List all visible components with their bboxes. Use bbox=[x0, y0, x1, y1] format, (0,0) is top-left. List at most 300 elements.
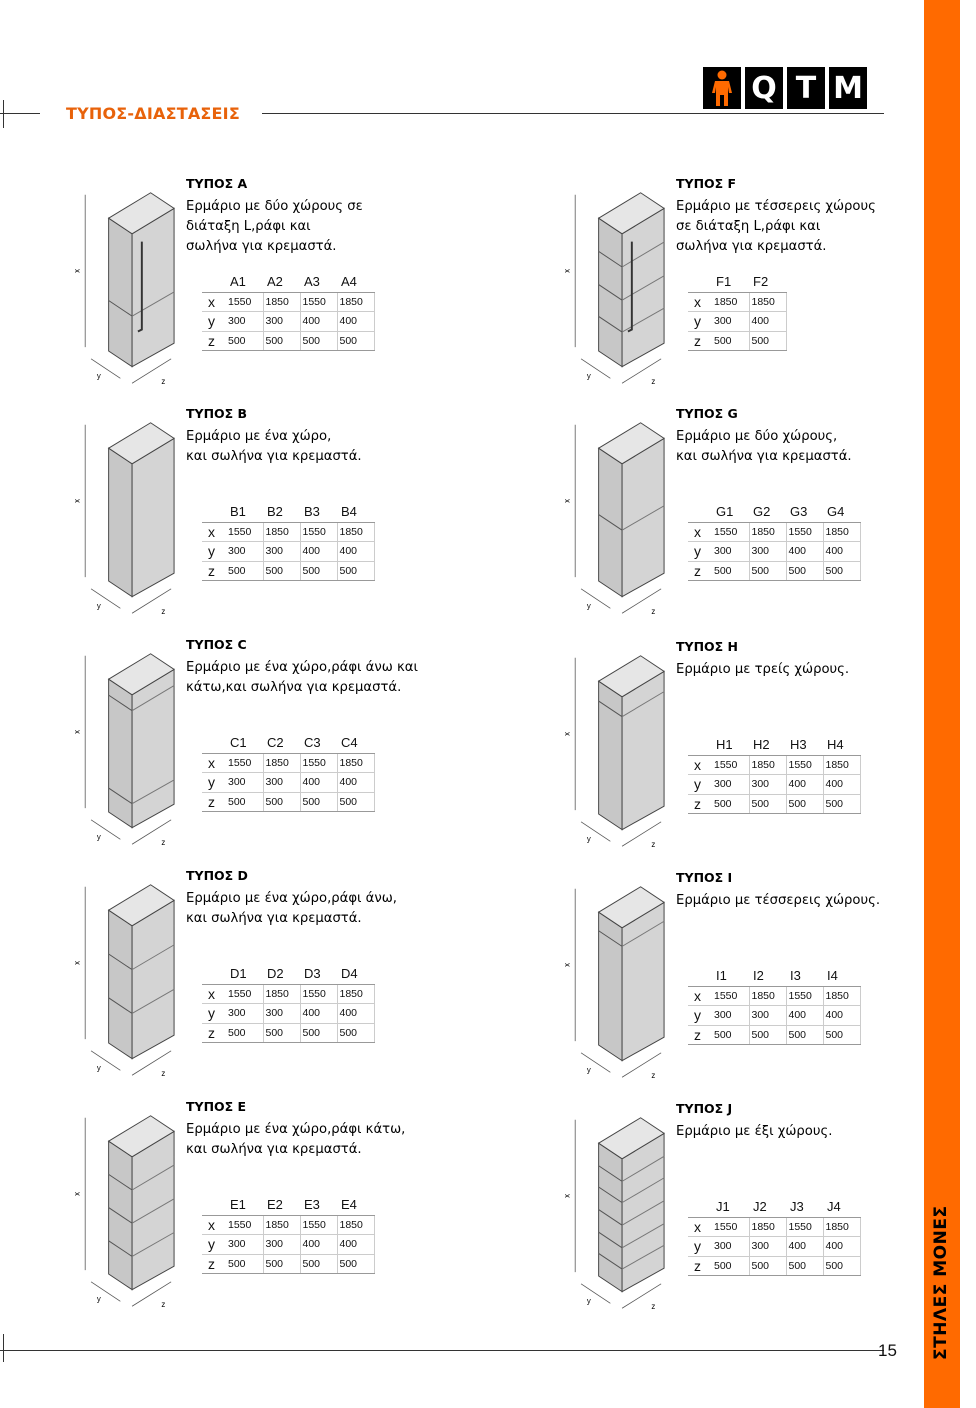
model-header: C4 bbox=[337, 733, 374, 753]
axis-label-z: z bbox=[161, 1069, 166, 1079]
dimension-value: 300 bbox=[749, 1237, 786, 1257]
dimension-value: 500 bbox=[712, 561, 749, 581]
type-title: ΤΥΠΟΣ G bbox=[676, 406, 738, 421]
row-label-z: z bbox=[688, 794, 712, 814]
dimension-value: 1550 bbox=[226, 1215, 263, 1235]
cabinet-drawing bbox=[562, 646, 680, 856]
model-header: A2 bbox=[263, 272, 300, 292]
axis-label-x: x bbox=[72, 960, 82, 965]
type-block bbox=[72, 868, 480, 1095]
type-description: Ερμάριο με τρείς χώρους. bbox=[676, 662, 850, 677]
dimension-value: 500 bbox=[786, 561, 823, 581]
table-row bbox=[202, 542, 374, 562]
dimension-value: 500 bbox=[263, 331, 300, 351]
model-header: C3 bbox=[300, 733, 337, 753]
dimension-value: 300 bbox=[226, 1004, 263, 1024]
crop-mark-bottom bbox=[3, 1334, 4, 1362]
table-row bbox=[688, 292, 786, 312]
dimension-value: 500 bbox=[337, 331, 374, 351]
model-header: I2 bbox=[749, 966, 786, 986]
cabinet-drawing bbox=[72, 875, 190, 1085]
dimension-value: 1550 bbox=[712, 522, 749, 542]
dimension-value: 500 bbox=[226, 331, 263, 351]
dimension-value: 1850 bbox=[712, 292, 749, 312]
row-label-x: x bbox=[202, 292, 226, 312]
page-number: 15 bbox=[878, 1341, 897, 1360]
axis-label-z: z bbox=[161, 377, 166, 387]
row-label-x: x bbox=[202, 1215, 226, 1235]
dimension-value: 1550 bbox=[712, 986, 749, 1006]
type-description: Ερμάριο με δύο χώρους σε διάταξη L,ράφι και σωλήνα για κρεμαστά. bbox=[186, 199, 363, 254]
dimension-value: 500 bbox=[300, 792, 337, 812]
table-row bbox=[202, 1215, 374, 1235]
axis-label-z: z bbox=[651, 1302, 656, 1312]
table-corner bbox=[688, 502, 712, 522]
dimension-value: 1850 bbox=[337, 522, 374, 542]
type-title: ΤΥΠΟΣ F bbox=[676, 176, 737, 191]
table-row bbox=[688, 775, 860, 795]
dimension-value: 500 bbox=[712, 794, 749, 814]
dimension-value: 400 bbox=[337, 773, 374, 793]
model-header: A1 bbox=[226, 272, 263, 292]
row-label-x: x bbox=[688, 986, 712, 1006]
logo-letter-q: Q bbox=[745, 67, 783, 109]
dimensions-table bbox=[688, 1197, 861, 1276]
type-block bbox=[72, 176, 480, 403]
row-label-y: y bbox=[202, 1235, 226, 1255]
table-row bbox=[688, 794, 860, 814]
table-row bbox=[688, 1025, 860, 1045]
dimension-value: 500 bbox=[749, 794, 786, 814]
dimension-value: 1550 bbox=[786, 522, 823, 542]
model-header: A3 bbox=[300, 272, 337, 292]
axis-label-y: y bbox=[96, 1294, 101, 1304]
dimension-value: 400 bbox=[786, 1006, 823, 1026]
dimension-value: 500 bbox=[226, 1254, 263, 1274]
model-header: I4 bbox=[823, 966, 860, 986]
crop-mark-top bbox=[3, 100, 4, 128]
model-header: H1 bbox=[712, 735, 749, 755]
table-row bbox=[688, 561, 860, 581]
type-title: ΤΥΠΟΣ D bbox=[186, 868, 248, 883]
row-label-x: x bbox=[688, 755, 712, 775]
dimension-value: 300 bbox=[712, 542, 749, 562]
model-header: J2 bbox=[749, 1197, 786, 1217]
axis-label-x: x bbox=[562, 498, 572, 503]
row-label-z: z bbox=[688, 1256, 712, 1276]
type-block bbox=[562, 870, 970, 1097]
type-block bbox=[562, 639, 970, 866]
dimension-value: 400 bbox=[749, 312, 786, 332]
model-header: G1 bbox=[712, 502, 749, 522]
dimension-value: 1850 bbox=[337, 1215, 374, 1235]
table-corner bbox=[688, 735, 712, 755]
dimension-value: 1550 bbox=[300, 753, 337, 773]
type-block bbox=[562, 176, 970, 403]
dimension-value: 300 bbox=[712, 1237, 749, 1257]
dimension-value: 1850 bbox=[823, 522, 860, 542]
dimension-value: 300 bbox=[226, 773, 263, 793]
table-corner bbox=[202, 964, 226, 984]
axis-label-x: x bbox=[72, 268, 82, 273]
axis-label-y: y bbox=[96, 832, 101, 842]
dimension-value: 500 bbox=[337, 561, 374, 581]
dimension-value: 400 bbox=[300, 1004, 337, 1024]
axis-label-z: z bbox=[651, 377, 656, 387]
row-label-y: y bbox=[688, 775, 712, 795]
model-header: B2 bbox=[263, 502, 300, 522]
type-description: Ερμάριο με έξι χώρους. bbox=[676, 1124, 833, 1139]
model-header: D4 bbox=[337, 964, 374, 984]
type-block bbox=[562, 1101, 970, 1328]
table-row bbox=[202, 753, 374, 773]
axis-label-z: z bbox=[651, 607, 656, 617]
dimensions-table bbox=[202, 964, 375, 1043]
axis-label-y: y bbox=[586, 601, 591, 611]
model-header: E3 bbox=[300, 1195, 337, 1215]
dimension-value: 1850 bbox=[263, 984, 300, 1004]
dimension-value: 500 bbox=[263, 1023, 300, 1043]
row-label-y: y bbox=[202, 1004, 226, 1024]
cabinet-drawing bbox=[72, 413, 190, 623]
dimension-value: 400 bbox=[300, 773, 337, 793]
type-description: Ερμάριο με ένα χώρο,ράφι άνω και κάτω,και σωλήνα για κρεμαστά. bbox=[186, 660, 418, 695]
table-row bbox=[688, 986, 860, 1006]
model-header: I3 bbox=[786, 966, 823, 986]
dimension-value: 500 bbox=[300, 1254, 337, 1274]
axis-label-x: x bbox=[562, 962, 572, 967]
axis-label-z: z bbox=[161, 838, 166, 848]
model-header: G4 bbox=[823, 502, 860, 522]
table-row bbox=[202, 331, 374, 351]
axis-label-x: x bbox=[72, 498, 82, 503]
dimensions-table bbox=[688, 735, 861, 814]
row-label-y: y bbox=[688, 1237, 712, 1257]
model-header: B1 bbox=[226, 502, 263, 522]
row-label-z: z bbox=[202, 792, 226, 812]
dimensions-table bbox=[688, 966, 861, 1045]
model-header: F1 bbox=[712, 272, 749, 292]
dimension-value: 400 bbox=[786, 542, 823, 562]
dimension-value: 500 bbox=[749, 331, 786, 351]
row-label-y: y bbox=[688, 542, 712, 562]
dimension-value: 500 bbox=[823, 794, 860, 814]
dimensions-table bbox=[202, 502, 375, 581]
type-title: ΤΥΠΟΣ I bbox=[676, 870, 733, 885]
dimension-value: 300 bbox=[263, 773, 300, 793]
table-row bbox=[688, 522, 860, 542]
axis-label-y: y bbox=[96, 601, 101, 611]
table-row bbox=[202, 984, 374, 1004]
dimension-value: 500 bbox=[823, 561, 860, 581]
dimension-value: 300 bbox=[263, 542, 300, 562]
dimension-value: 500 bbox=[226, 792, 263, 812]
type-description: Ερμάριο με ένα χώρο, και σωλήνα για κρεμαστά. bbox=[186, 429, 362, 464]
cabinet-drawing bbox=[72, 183, 190, 393]
dimension-value: 1550 bbox=[712, 755, 749, 775]
table-row bbox=[688, 1006, 860, 1026]
type-title: ΤΥΠΟΣ A bbox=[186, 176, 248, 191]
dimension-value: 1850 bbox=[337, 753, 374, 773]
page-title: ΤΥΠΟΣ-ΔΙΑΣΤΑΣΕΙΣ bbox=[66, 104, 240, 123]
axis-label-y: y bbox=[586, 834, 591, 844]
dimension-value: 1850 bbox=[749, 1217, 786, 1237]
dimension-value: 500 bbox=[226, 561, 263, 581]
dimension-value: 300 bbox=[226, 1235, 263, 1255]
table-corner bbox=[688, 966, 712, 986]
row-label-x: x bbox=[688, 1217, 712, 1237]
dimension-value: 500 bbox=[337, 792, 374, 812]
axis-label-x: x bbox=[562, 731, 572, 736]
table-row bbox=[688, 1217, 860, 1237]
row-label-z: z bbox=[688, 331, 712, 351]
dimension-value: 500 bbox=[337, 1254, 374, 1274]
row-label-y: y bbox=[202, 542, 226, 562]
dimensions-table bbox=[688, 272, 787, 351]
type-description: Ερμάριο με τέσσερεις χώρους. bbox=[676, 893, 881, 908]
cabinet-drawing bbox=[72, 644, 190, 854]
model-header: E4 bbox=[337, 1195, 374, 1215]
dimension-value: 1550 bbox=[300, 292, 337, 312]
model-header: D1 bbox=[226, 964, 263, 984]
row-label-y: y bbox=[202, 312, 226, 332]
dimension-value: 300 bbox=[712, 775, 749, 795]
dimension-value: 500 bbox=[786, 794, 823, 814]
table-row bbox=[202, 1023, 374, 1043]
dimension-value: 1850 bbox=[263, 753, 300, 773]
dimension-value: 1850 bbox=[749, 292, 786, 312]
dimension-value: 1850 bbox=[749, 755, 786, 775]
dimension-value: 500 bbox=[712, 1256, 749, 1276]
logo-letter-m: M bbox=[829, 67, 867, 109]
model-header: J3 bbox=[786, 1197, 823, 1217]
model-header: G3 bbox=[786, 502, 823, 522]
dimension-value: 500 bbox=[749, 1025, 786, 1045]
table-row bbox=[202, 792, 374, 812]
dimension-value: 500 bbox=[712, 1025, 749, 1045]
dimension-value: 400 bbox=[300, 312, 337, 332]
dimension-value: 300 bbox=[749, 1006, 786, 1026]
section-side-label: ΣΤΗΛΕΣ ΜΟΝΕΣ bbox=[931, 1205, 951, 1360]
header-rule-right bbox=[262, 113, 884, 114]
dimension-value: 1550 bbox=[300, 984, 337, 1004]
dimension-value: 400 bbox=[300, 1235, 337, 1255]
axis-label-y: y bbox=[96, 371, 101, 381]
dimension-value: 500 bbox=[337, 1023, 374, 1043]
dimension-value: 500 bbox=[749, 561, 786, 581]
dimension-value: 500 bbox=[786, 1256, 823, 1276]
table-corner bbox=[688, 272, 712, 292]
dimension-value: 500 bbox=[712, 331, 749, 351]
row-label-x: x bbox=[688, 292, 712, 312]
table-corner bbox=[202, 502, 226, 522]
type-description: Ερμάριο με δύο χώρους, και σωλήνα για κρεμαστά. bbox=[676, 429, 852, 464]
model-header: G2 bbox=[749, 502, 786, 522]
axis-label-y: y bbox=[586, 371, 591, 381]
axis-label-y: y bbox=[586, 1296, 591, 1306]
dimension-value: 1550 bbox=[712, 1217, 749, 1237]
type-title: ΤΥΠΟΣ B bbox=[186, 406, 248, 421]
cabinet-drawing bbox=[72, 1106, 190, 1316]
dimension-value: 500 bbox=[263, 792, 300, 812]
row-label-x: x bbox=[202, 984, 226, 1004]
type-description: Ερμάριο με τέσσερεις χώρους σε διάταξη L,ράφι και σωλήνα για κρεμαστά. bbox=[676, 199, 876, 254]
dimension-value: 300 bbox=[749, 775, 786, 795]
axis-label-y: y bbox=[96, 1063, 101, 1073]
qtm-logo bbox=[703, 67, 867, 109]
table-row bbox=[202, 312, 374, 332]
dimension-value: 400 bbox=[823, 1006, 860, 1026]
model-header: E2 bbox=[263, 1195, 300, 1215]
dimension-value: 300 bbox=[263, 1235, 300, 1255]
row-label-z: z bbox=[688, 561, 712, 581]
type-description: Ερμάριο με ένα χώρο,ράφι κάτω, και σωλήνα για κρεμαστά. bbox=[186, 1122, 406, 1157]
model-header: A4 bbox=[337, 272, 374, 292]
dimension-value: 500 bbox=[786, 1025, 823, 1045]
cabinet-drawing bbox=[562, 1108, 680, 1318]
table-row bbox=[688, 542, 860, 562]
type-title: ΤΥΠΟΣ H bbox=[676, 639, 739, 654]
dimension-value: 300 bbox=[749, 542, 786, 562]
type-title: ΤΥΠΟΣ J bbox=[676, 1101, 733, 1116]
table-row bbox=[202, 1235, 374, 1255]
dimension-value: 500 bbox=[263, 561, 300, 581]
dimension-value: 1550 bbox=[300, 522, 337, 542]
model-header: D2 bbox=[263, 964, 300, 984]
dimension-value: 1850 bbox=[337, 292, 374, 312]
dimension-value: 1850 bbox=[823, 755, 860, 775]
dimensions-table bbox=[202, 272, 375, 351]
dimension-value: 500 bbox=[300, 1023, 337, 1043]
dimension-value: 1850 bbox=[749, 522, 786, 542]
model-header: C2 bbox=[263, 733, 300, 753]
dimension-value: 1550 bbox=[226, 522, 263, 542]
table-row bbox=[202, 522, 374, 542]
row-label-z: z bbox=[202, 1023, 226, 1043]
dimension-value: 400 bbox=[337, 1235, 374, 1255]
axis-label-x: x bbox=[562, 268, 572, 273]
model-header: B3 bbox=[300, 502, 337, 522]
person-icon bbox=[703, 67, 741, 109]
type-title: ΤΥΠΟΣ C bbox=[186, 637, 247, 652]
dimension-value: 1550 bbox=[226, 292, 263, 312]
dimension-value: 1850 bbox=[263, 522, 300, 542]
dimension-value: 1550 bbox=[226, 984, 263, 1004]
dimension-value: 400 bbox=[823, 775, 860, 795]
row-label-x: x bbox=[202, 522, 226, 542]
axis-label-z: z bbox=[161, 607, 166, 617]
dimension-value: 1850 bbox=[337, 984, 374, 1004]
table-row bbox=[202, 1004, 374, 1024]
axis-label-x: x bbox=[562, 1193, 572, 1198]
dimension-value: 1850 bbox=[749, 986, 786, 1006]
table-row bbox=[202, 1254, 374, 1274]
table-row bbox=[688, 312, 786, 332]
footer-rule bbox=[0, 1350, 884, 1351]
axis-label-x: x bbox=[72, 729, 82, 734]
table-corner bbox=[202, 733, 226, 753]
dimension-value: 500 bbox=[300, 331, 337, 351]
model-header: J4 bbox=[823, 1197, 860, 1217]
model-header: F2 bbox=[749, 272, 786, 292]
cabinet-drawing bbox=[562, 877, 680, 1087]
dimension-value: 300 bbox=[263, 312, 300, 332]
row-label-y: y bbox=[202, 773, 226, 793]
dimension-value: 400 bbox=[300, 542, 337, 562]
dimensions-table bbox=[202, 1195, 375, 1274]
row-label-z: z bbox=[202, 331, 226, 351]
dimension-value: 1550 bbox=[786, 755, 823, 775]
dimension-value: 300 bbox=[263, 1004, 300, 1024]
dimension-value: 400 bbox=[823, 542, 860, 562]
logo-letter-t: T bbox=[787, 67, 825, 109]
axis-label-z: z bbox=[651, 1071, 656, 1081]
dimensions-table bbox=[688, 502, 861, 581]
row-label-x: x bbox=[202, 753, 226, 773]
dimension-value: 1850 bbox=[823, 986, 860, 1006]
dimension-value: 300 bbox=[712, 312, 749, 332]
dimension-value: 1550 bbox=[786, 1217, 823, 1237]
table-row bbox=[688, 331, 786, 351]
row-label-z: z bbox=[688, 1025, 712, 1045]
table-corner bbox=[202, 1195, 226, 1215]
dimension-value: 500 bbox=[300, 561, 337, 581]
model-header: B4 bbox=[337, 502, 374, 522]
row-label-z: z bbox=[202, 561, 226, 581]
cabinet-drawing bbox=[562, 183, 680, 393]
table-row bbox=[688, 1237, 860, 1257]
dimension-value: 300 bbox=[226, 312, 263, 332]
dimensions-table bbox=[202, 733, 375, 812]
row-label-y: y bbox=[688, 1006, 712, 1026]
model-header: D3 bbox=[300, 964, 337, 984]
dimension-value: 300 bbox=[226, 542, 263, 562]
dimension-value: 500 bbox=[823, 1025, 860, 1045]
table-row bbox=[202, 773, 374, 793]
axis-label-z: z bbox=[651, 840, 656, 850]
dimension-value: 500 bbox=[263, 1254, 300, 1274]
table-row bbox=[202, 561, 374, 581]
table-row bbox=[688, 1256, 860, 1276]
dimension-value: 1850 bbox=[263, 1215, 300, 1235]
table-row bbox=[202, 292, 374, 312]
dimension-value: 500 bbox=[823, 1256, 860, 1276]
table-row bbox=[688, 755, 860, 775]
table-corner bbox=[202, 272, 226, 292]
dimension-value: 400 bbox=[337, 542, 374, 562]
dimension-value: 500 bbox=[226, 1023, 263, 1043]
header-rule-left bbox=[0, 113, 40, 114]
row-label-x: x bbox=[688, 522, 712, 542]
dimension-value: 300 bbox=[712, 1006, 749, 1026]
dimension-value: 1550 bbox=[786, 986, 823, 1006]
type-block bbox=[562, 406, 970, 633]
dimension-value: 1850 bbox=[263, 292, 300, 312]
model-header: I1 bbox=[712, 966, 749, 986]
dimension-value: 400 bbox=[337, 312, 374, 332]
cabinet-drawing bbox=[562, 413, 680, 623]
axis-label-z: z bbox=[161, 1300, 166, 1310]
row-label-y: y bbox=[688, 312, 712, 332]
type-description: Ερμάριο με ένα χώρο,ράφι άνω, και σωλήνα για κρεμαστά. bbox=[186, 891, 397, 926]
dimension-value: 400 bbox=[337, 1004, 374, 1024]
dimension-value: 1550 bbox=[300, 1215, 337, 1235]
table-corner bbox=[688, 1197, 712, 1217]
model-header: C1 bbox=[226, 733, 263, 753]
dimension-value: 400 bbox=[786, 775, 823, 795]
model-header: H2 bbox=[749, 735, 786, 755]
dimension-value: 400 bbox=[823, 1237, 860, 1257]
